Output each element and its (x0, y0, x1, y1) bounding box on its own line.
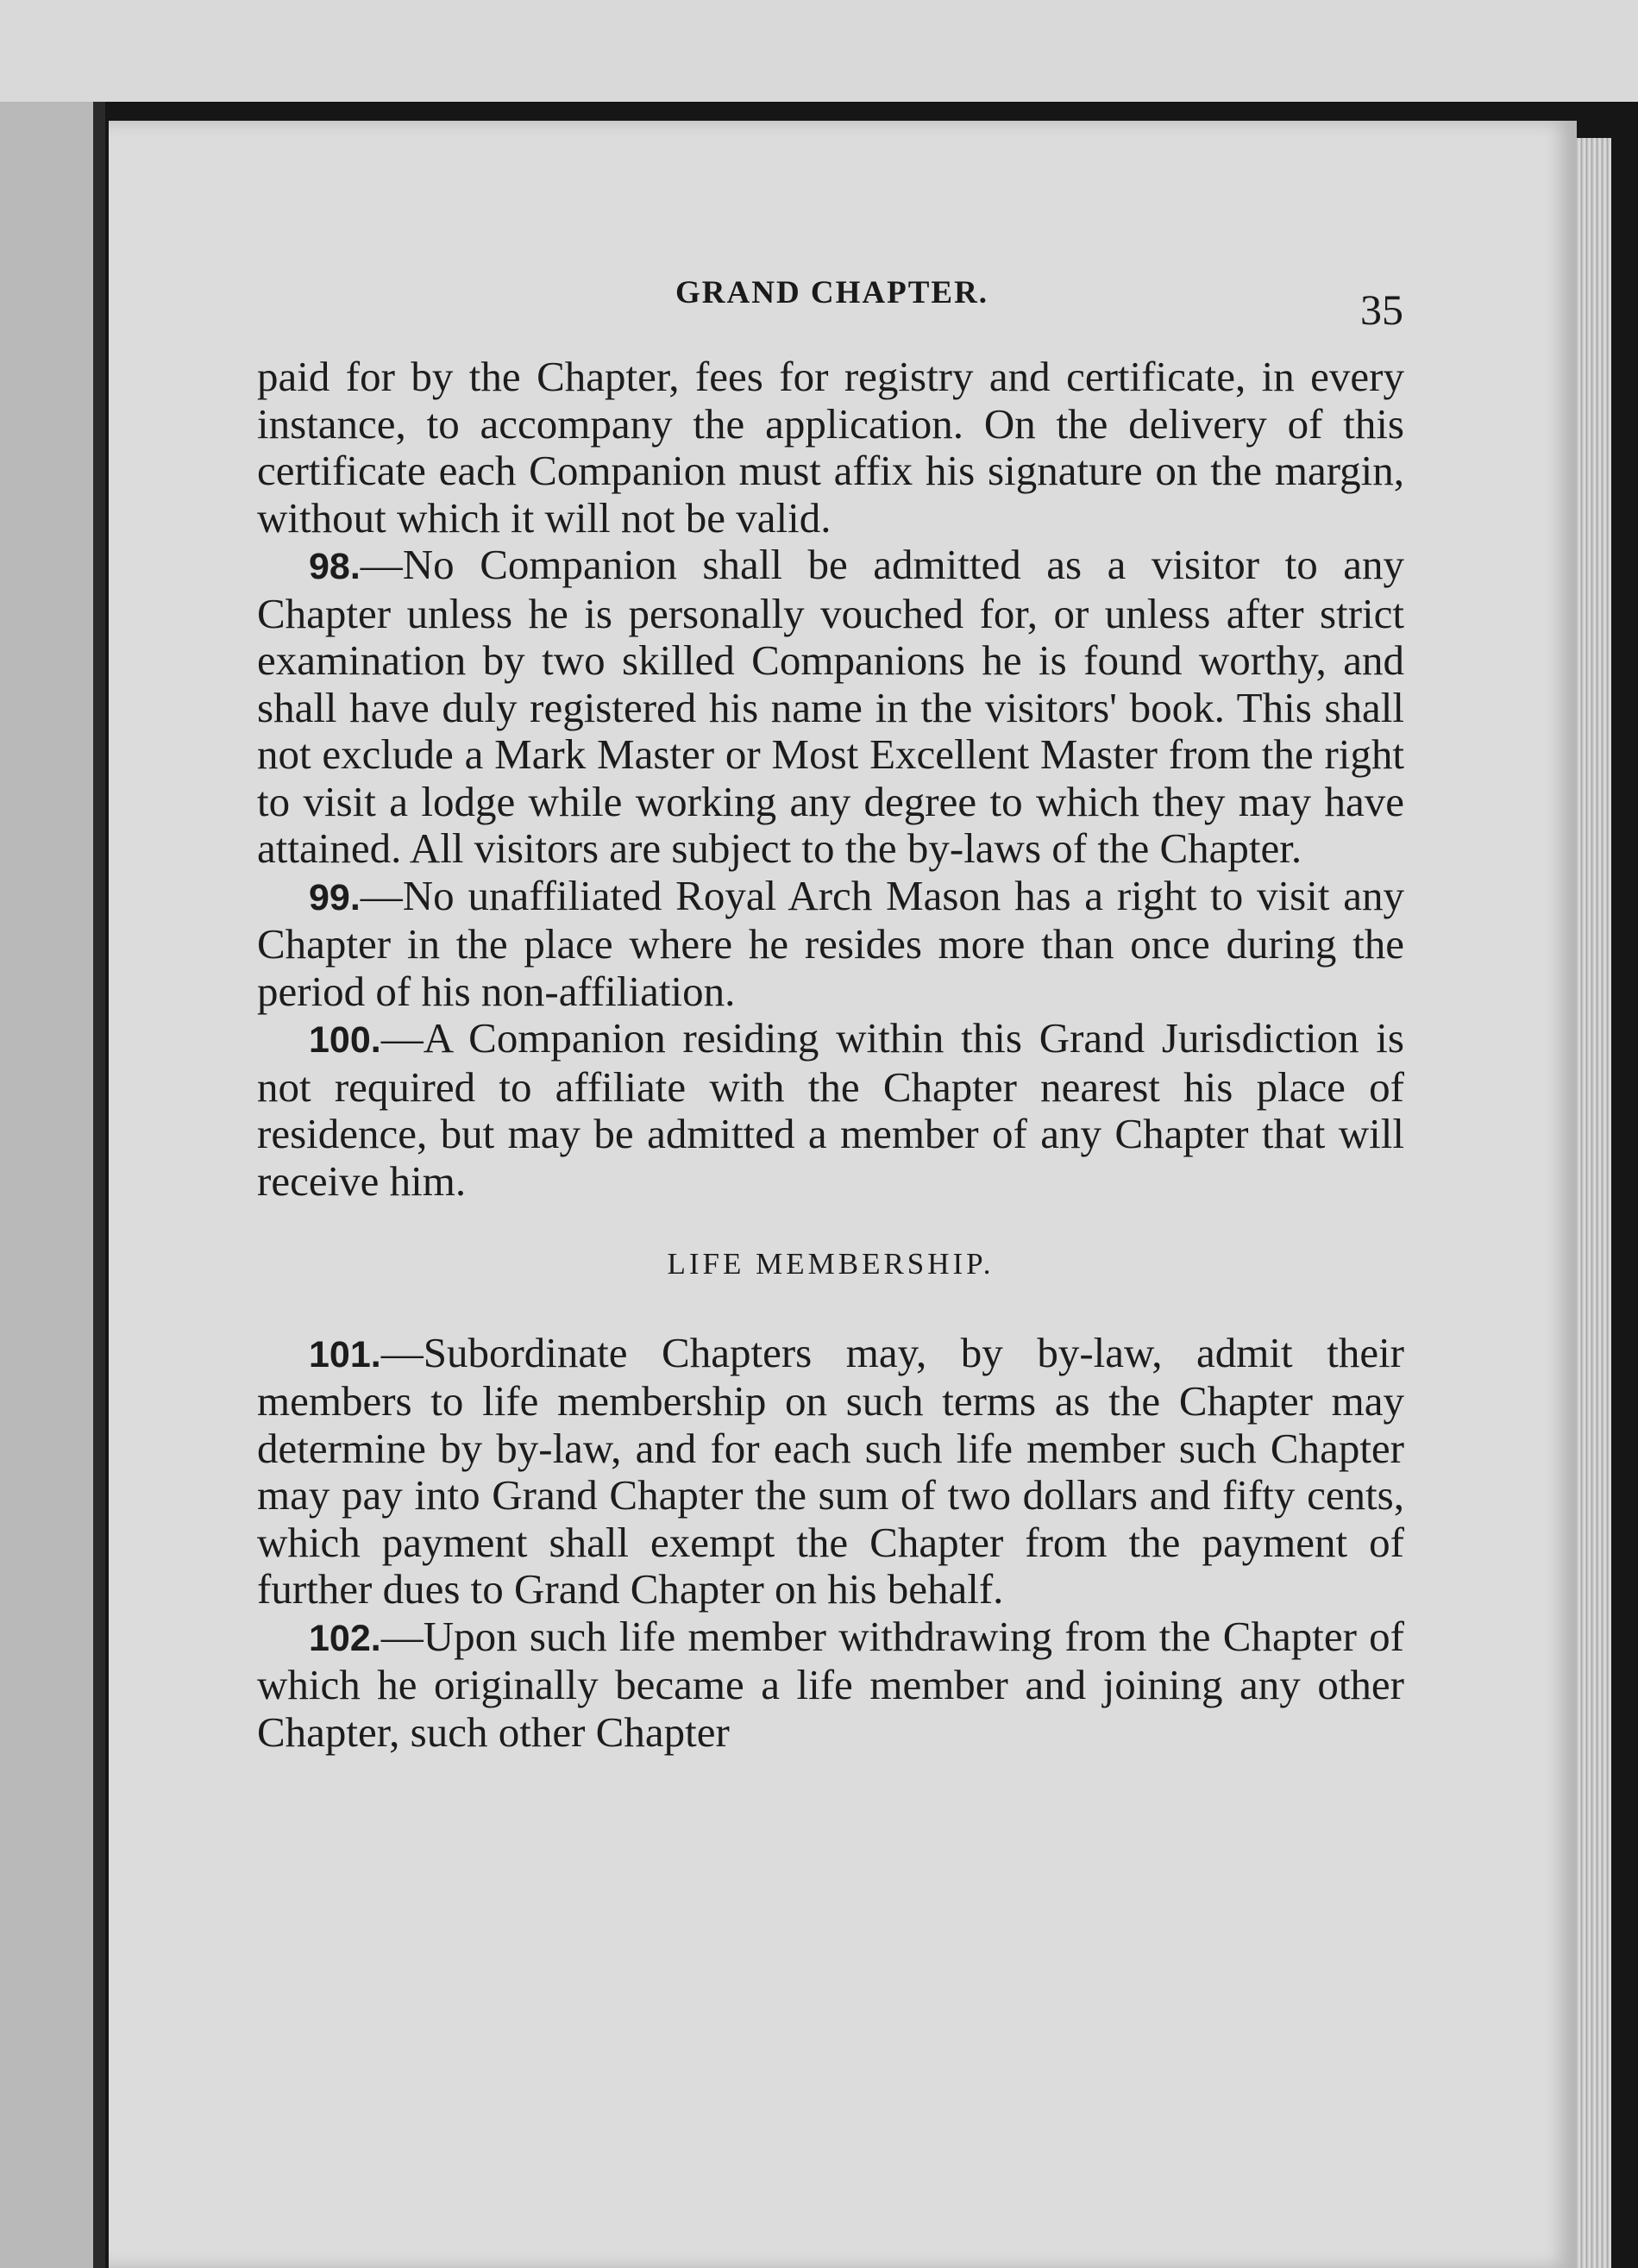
section-number: 100. (309, 1019, 381, 1061)
section-101 (257, 1330, 1404, 1613)
continuation-paragraph: paid for by the Chapter, fees for registry and certificate, in every instance, to accompany the application. On the delivery of this certificate each Companion must affix his signature on the margin, without which it will not be valid. (257, 353, 1404, 542)
running-head: GRAND CHAPTER. (675, 275, 989, 310)
section-subheading: LIFE MEMBERSHIP. (667, 1247, 995, 1281)
section-text: —No unaffiliated Royal Arch Mason has a right to visit any Chapter in the place where he resides more than once during the period of his non-affiliation. (257, 871, 1404, 1015)
section-text: —Upon such life member withdrawing from the Chapter of which he originally became a life member and joining any other Chapter, such other Chapter (257, 1612, 1404, 1756)
body-text (257, 354, 1404, 1756)
section-99 (257, 873, 1404, 1016)
section-number: 101. (309, 1333, 381, 1375)
page-stack-edge (1577, 138, 1611, 2268)
section-102 (257, 1613, 1404, 1757)
section-98 (257, 542, 1404, 873)
section-text: —Subordinate Chapters may, by by-law, admit their members to life membership on such terms as the Chapter may determine by by-law, and for each such life member such Chapter may pay into Grand Chapter the sum of two dollars and fifty cents, which payment shall exempt the Chapter from the payment of further dues to Grand Chapter on his behalf. (257, 1328, 1404, 1613)
section-text: —No Companion shall be admitted as a visitor to any Chapter unless he is personally vouched for, or unless after strict examination by two skilled Companions he is found worthy, and shall have duly registered his name in the visitors' book. This shall not exclude a Mark Master or Most Excellent Master from the right to visit a lodge while working any degree to which they may have attained. All visitors are subject to the by-laws of the Chapter. (257, 541, 1404, 872)
section-number: 102. (309, 1617, 381, 1659)
page-number: 35 (1360, 285, 1403, 334)
section-number: 98. (309, 546, 361, 587)
facing-page-edge (0, 102, 105, 2268)
scan-background (0, 0, 1638, 102)
section-text: —A Companion residing within this Grand Jurisdiction is not required to affiliate with the Chapter nearest his place of residence, but may be admitted a member of any Chapter that will receive him. (257, 1014, 1404, 1205)
section-100 (257, 1015, 1404, 1205)
section-number: 99. (309, 876, 361, 918)
